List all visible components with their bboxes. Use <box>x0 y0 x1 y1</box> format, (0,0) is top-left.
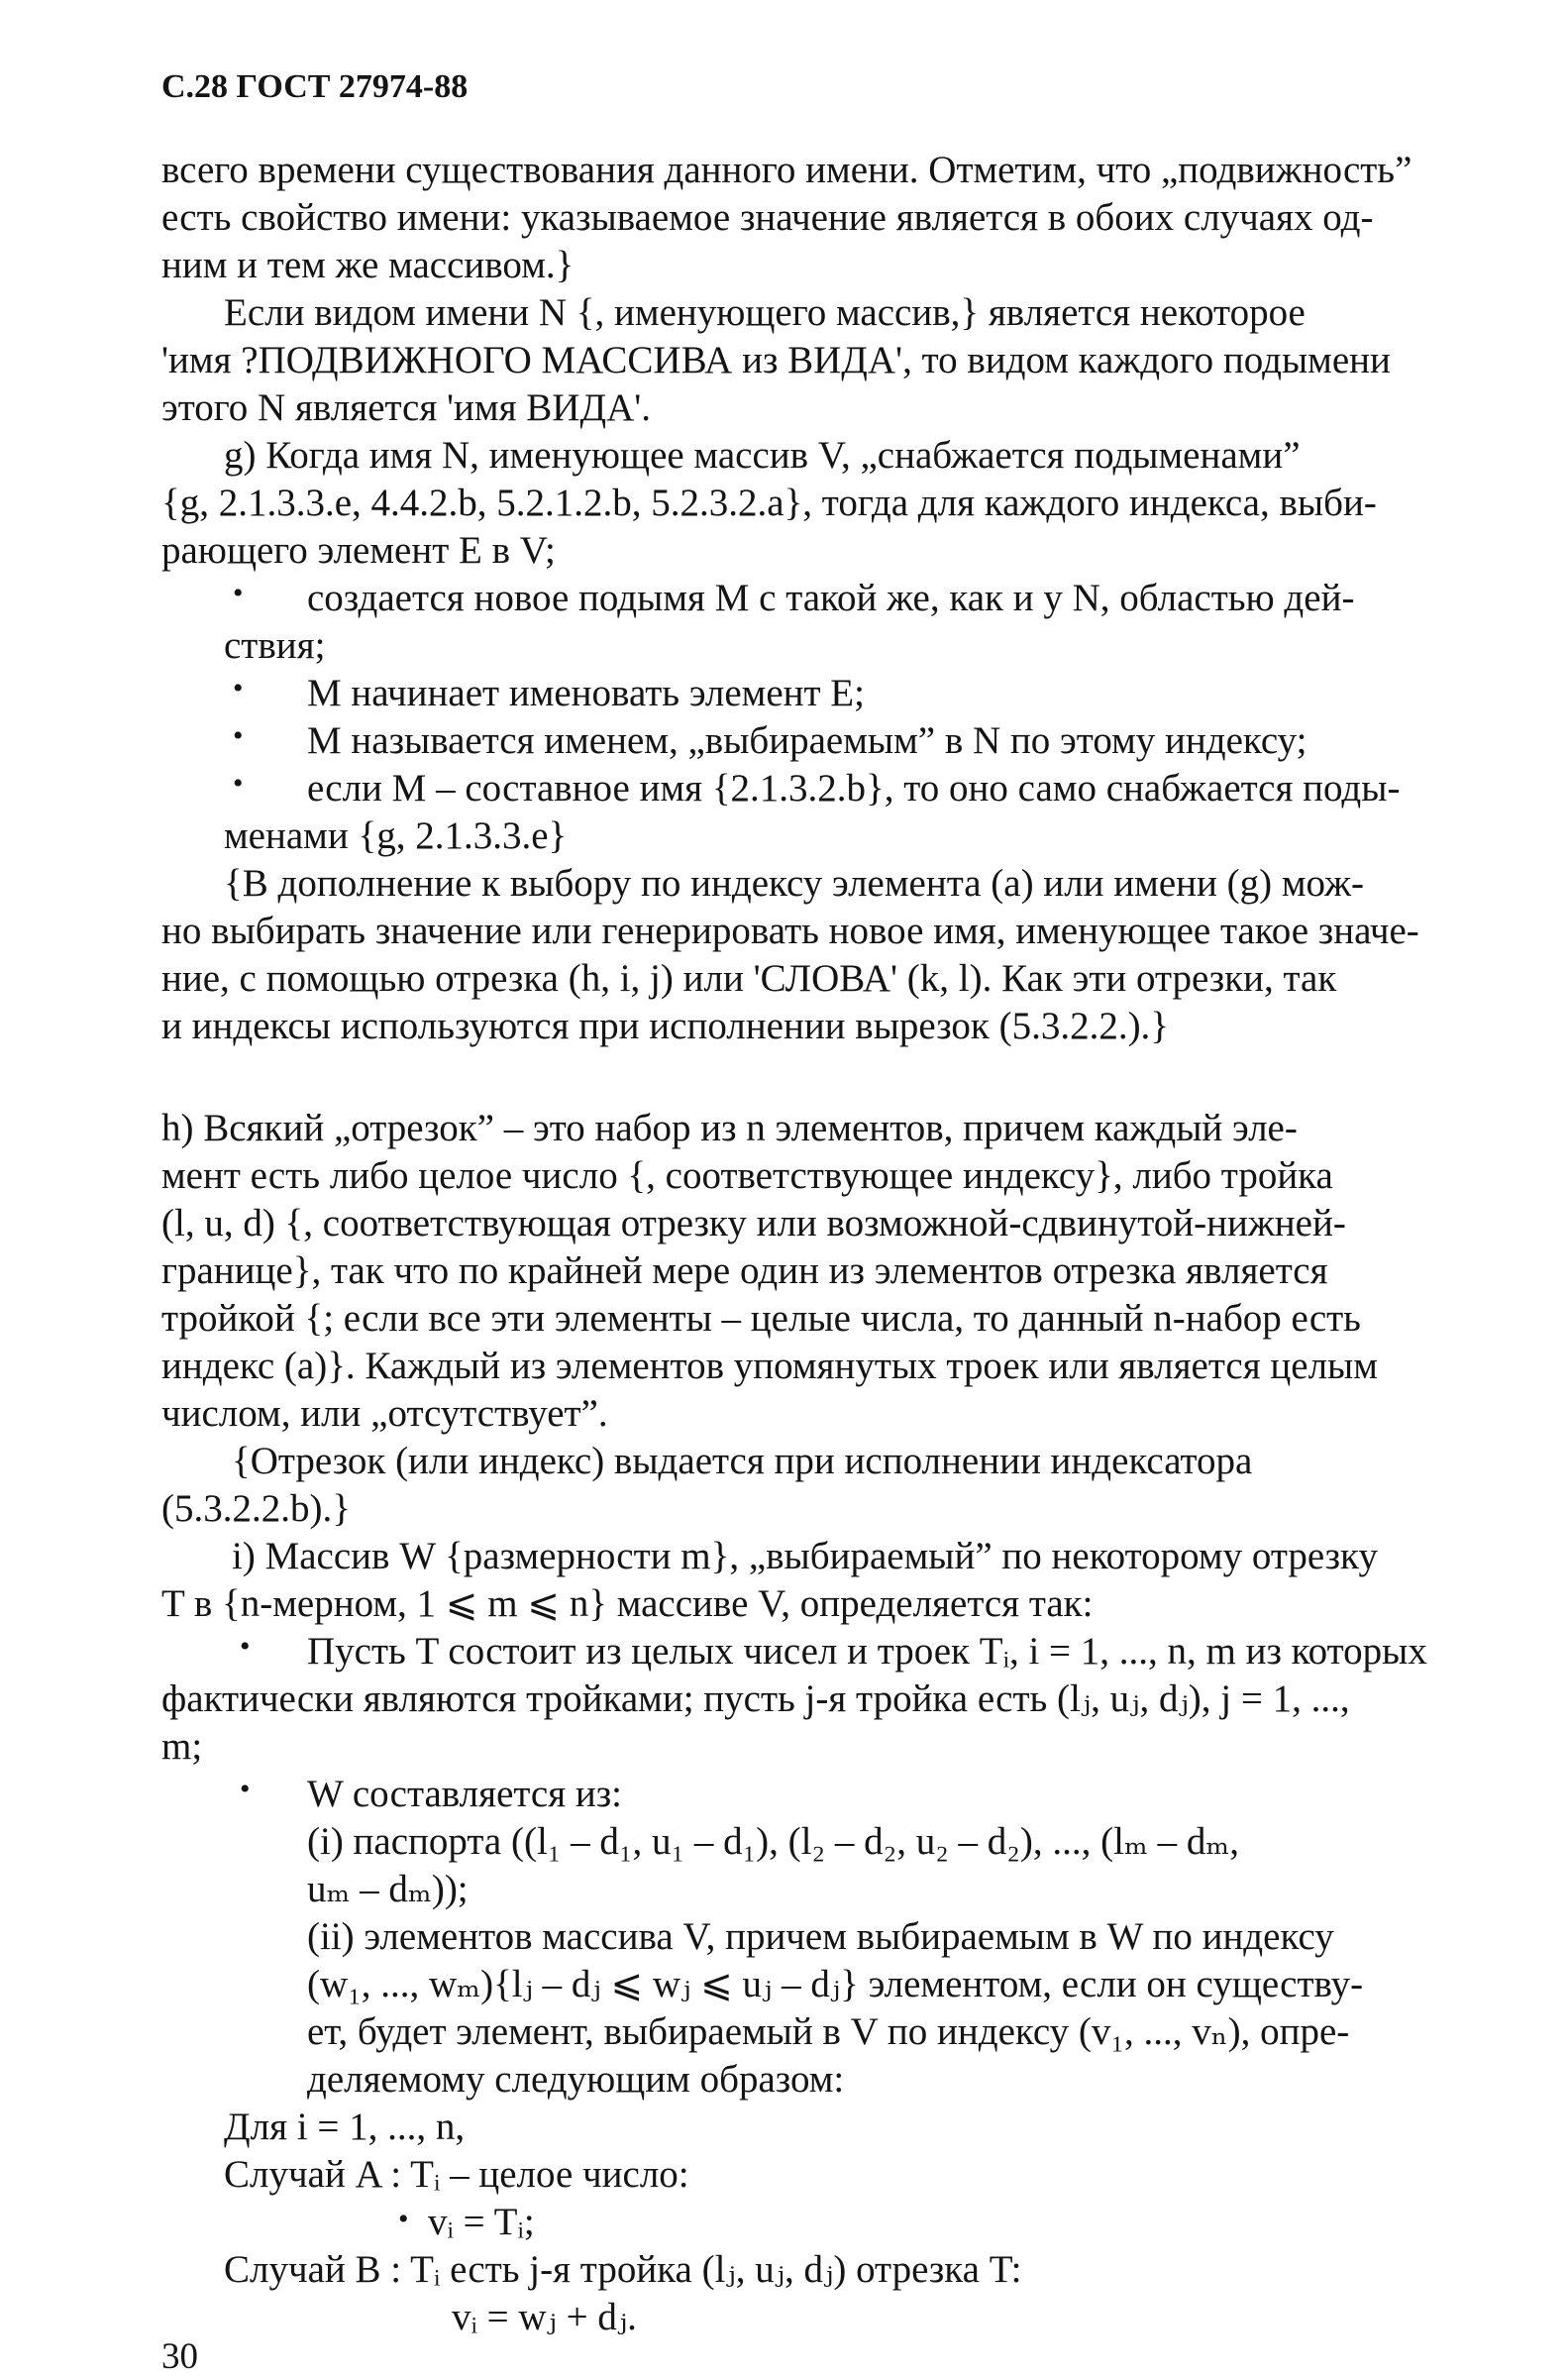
text-line: числом, или „отсутствует”. <box>161 1392 608 1435</box>
text-line: i) Массив W {размерности m}, „выбираемый” по некоторому отрезку <box>232 1535 1378 1577</box>
list-item-text: создается новое подымя M с такой же, как и у N, областью дей- <box>307 577 1355 619</box>
text-line: g) Когда имя N, именующее массив V, „снабжается подыменами” <box>224 434 1301 477</box>
bullet-icon: • <box>233 767 244 800</box>
bullet-icon: • <box>233 577 244 609</box>
text-line: этого N является 'имя ВИДА'. <box>161 386 652 429</box>
list-item-text: Пусть T состоит из целых чисел и троек Tᵢ, i = 1, ..., n, m из которых <box>307 1630 1427 1673</box>
page-header: С.28 ГОСТ 27974-88 <box>161 68 469 105</box>
list-item-text: M называется именем, „выбираемым” в N по этому индексу; <box>307 719 1307 762</box>
text-line: (w₁, ..., wₘ){lⱼ – dⱼ ⩽ wⱼ ⩽ uⱼ – dⱼ} элементом, если он существу- <box>307 1963 1364 2005</box>
text-line: T в {n-мерном, 1 ⩽ m ⩽ n} массиве V, определяется так: <box>161 1582 1094 1625</box>
text-line: (l, u, d) {, соответствующая отрезку или возможной-сдвинутой-нижней- <box>161 1202 1346 1244</box>
text-line: фактически являются тройками; пусть j-я тройка есть (lⱼ, uⱼ, dⱼ), j = 1, ..., <box>161 1677 1350 1720</box>
text-line: ним и тем же массивом.} <box>161 244 575 286</box>
text-line: {g, 2.1.3.3.e, 4.4.2.b, 5.2.1.2.b, 5.2.3.2.a}, тогда для каждого индекса, выби- <box>161 482 1377 524</box>
text-line: Если видом имени N {, именующего массив,} является некоторое <box>224 291 1306 334</box>
text-line: ствия; <box>224 624 326 667</box>
text-line: всего времени существования данного имени. Отметим, что „подвижность” <box>161 149 1412 191</box>
text-line: m; <box>161 1725 203 1768</box>
bullet-icon: • <box>240 1630 251 1663</box>
text-line: vᵢ = wⱼ + dⱼ. <box>452 2296 637 2338</box>
bullet-icon: • <box>398 2203 409 2235</box>
bullet-icon: • <box>233 719 244 752</box>
bullet-icon: • <box>233 672 244 704</box>
list-item-text: W составляется из: <box>307 1773 623 1815</box>
text-line: (ii) элементов массива V, причем выбираемым в W по индексу <box>307 1915 1334 1958</box>
text-line: uₘ – dₘ)); <box>307 1868 469 1910</box>
text-line: {Отрезок (или индекс) выдается при исполнении индексатора <box>232 1440 1253 1482</box>
text-line: ет, будет элемент, выбираемый в V по индексу (v₁, ..., vₙ), опре- <box>307 2010 1350 2053</box>
text-line: Случай A : Tᵢ – целое число: <box>224 2153 689 2196</box>
page-number: 30 <box>161 2336 198 2377</box>
text-line: и индексы используются при исполнении вырезок (5.3.2.2.).} <box>161 1005 1170 1047</box>
list-item-text: M начинает именовать элемент E; <box>307 672 865 714</box>
text-line: {В дополнение к выбору по индексу элемента (a) или имени (g) мож- <box>224 862 1365 905</box>
text-line: границе}, так что по крайней мере один из элементов отрезка является <box>161 1249 1328 1292</box>
text-line: (5.3.2.2.b).} <box>161 1487 351 1530</box>
text-line: но выбирать значение или генерировать новое имя, именующее такое значе- <box>161 910 1419 952</box>
list-item-text: если M – составное имя {2.1.3.2.b}, то оно само снабжается поды- <box>307 767 1401 810</box>
text-line: тройкой {; если все эти элементы – целые числа, то данный n-набор есть <box>161 1297 1361 1340</box>
text-line: 'имя ?ПОДВИЖНОГО МАССИВА из ВИДА', то видом каждого подымени <box>161 339 1391 381</box>
text-line: есть свойство имени: указываемое значение является в обоих случаях од- <box>161 196 1374 239</box>
text-line: мент есть либо целое число {, соответствующее индексу}, либо тройка <box>161 1154 1333 1197</box>
text-line: деляемому следующим образом: <box>307 2058 845 2101</box>
text-line: Для i = 1, ..., n, <box>224 2106 466 2148</box>
text-line: vᵢ = Tᵢ; <box>428 2201 535 2243</box>
text-line: индекс (a)}. Каждый из элементов упомянутых троек или является целым <box>161 1345 1378 1387</box>
text-line: менами {g, 2.1.3.3.e} <box>224 814 568 857</box>
text-line: Случай B : Tᵢ есть j-я тройка (lⱼ, uⱼ, dⱼ) отрезка T: <box>224 2248 1022 2291</box>
bullet-icon: • <box>240 1773 251 1805</box>
text-line: (i) паспорта ((l₁ – d₁, u₁ – d₁), (l₂ – d₂, u₂ – d₂), ..., (lₘ – dₘ, <box>307 1820 1240 1863</box>
text-line: рающего элемент E в V; <box>161 529 556 572</box>
text-line: h) Всякий „отрезок” – это набор из n элементов, причем каждый эле- <box>161 1107 1298 1149</box>
text-line: ние, с помощью отрезка (h, i, j) или 'СЛОВА' (k, l). Как эти отрезки, так <box>161 957 1337 1000</box>
